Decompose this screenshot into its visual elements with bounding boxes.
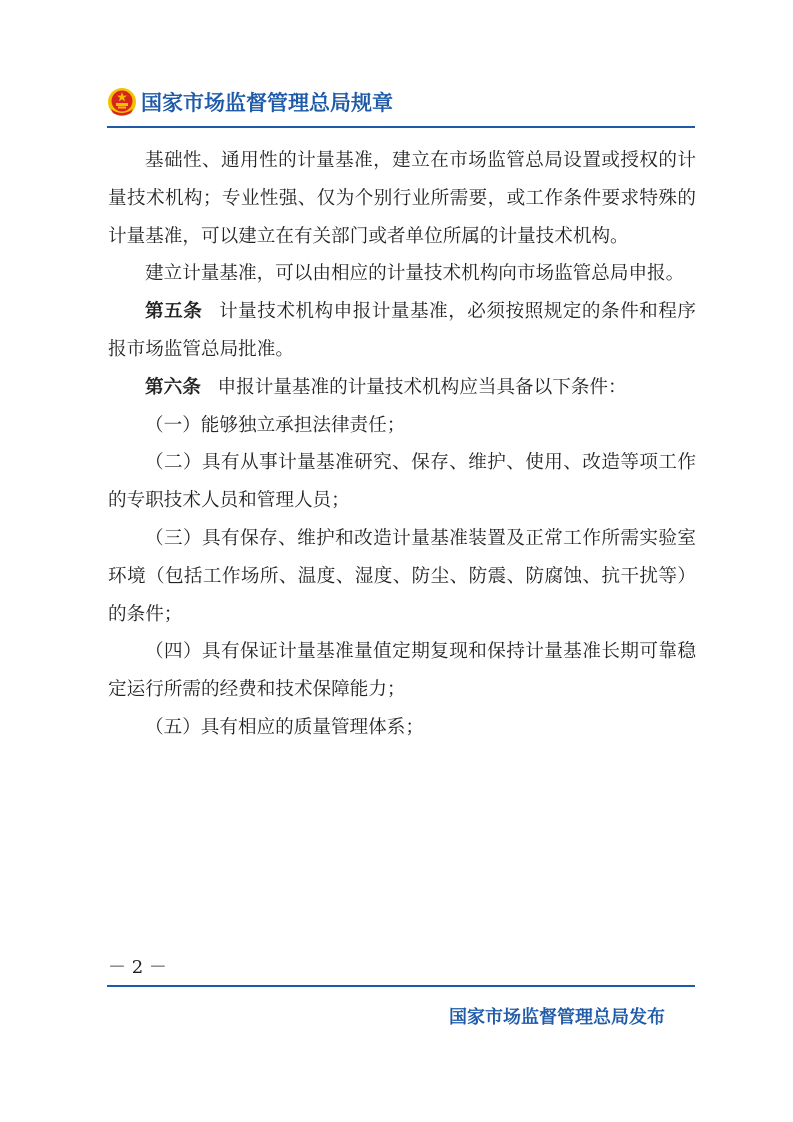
- document-body: [108, 142, 696, 747]
- article-5: [108, 293, 696, 369]
- condition-item-5: （五）具有相应的质量管理体系；: [145, 716, 424, 738]
- page-number: － 2 －: [108, 957, 167, 978]
- article-5-label: 第五条: [145, 301, 203, 323]
- condition-item-4: （四）具有保证计量基准量值定期复现和保持计量基准长期可靠稳定运行所需的经费和技术保障能力；: [108, 641, 696, 701]
- article-6: [108, 369, 696, 407]
- footer-divider: [107, 985, 695, 987]
- article-5-text: 计量技术机构申报计量基准，必须按照规定的条件和程序报市场监管总局批准。: [108, 301, 696, 360]
- national-emblem-icon: [107, 87, 137, 117]
- paragraph-basis-establishment: 基础性、通用性的计量基准，建立在市场监管总局设置或授权的计量技术机构；专业性强、仅为个别行业所需要，或工作条件要求特殊的计量基准，可以建立在有关部门或者单位所属的计量技术机构。: [108, 150, 696, 247]
- condition-item-3: （三）具有保存、维护和改造计量基准装置及正常工作所需实验室环境（包括工作场所、温度、湿度、防尘、防震、防腐蚀、抗干扰等）的条件；: [108, 527, 696, 625]
- condition-item-2: （二）具有从事计量基准研究、保存、维护、使用、改造等项工作的专职技术人员和管理人员；: [108, 452, 696, 512]
- header-divider: [107, 126, 695, 128]
- article-6-label: 第六条: [145, 376, 201, 398]
- document-header: [107, 84, 697, 120]
- header-title: 国家市场监督管理总局规章: [141, 91, 393, 115]
- article-6-text: 申报计量基准的计量技术机构应当具备以下条件：: [217, 376, 627, 398]
- condition-item-1: （一）能够独立承担法律责任；: [145, 414, 406, 436]
- publisher-label: 国家市场监督管理总局发布: [449, 1007, 665, 1028]
- paragraph-application: 建立计量基准，可以由相应的计量技术机构向市场监管总局申报。: [145, 263, 685, 285]
